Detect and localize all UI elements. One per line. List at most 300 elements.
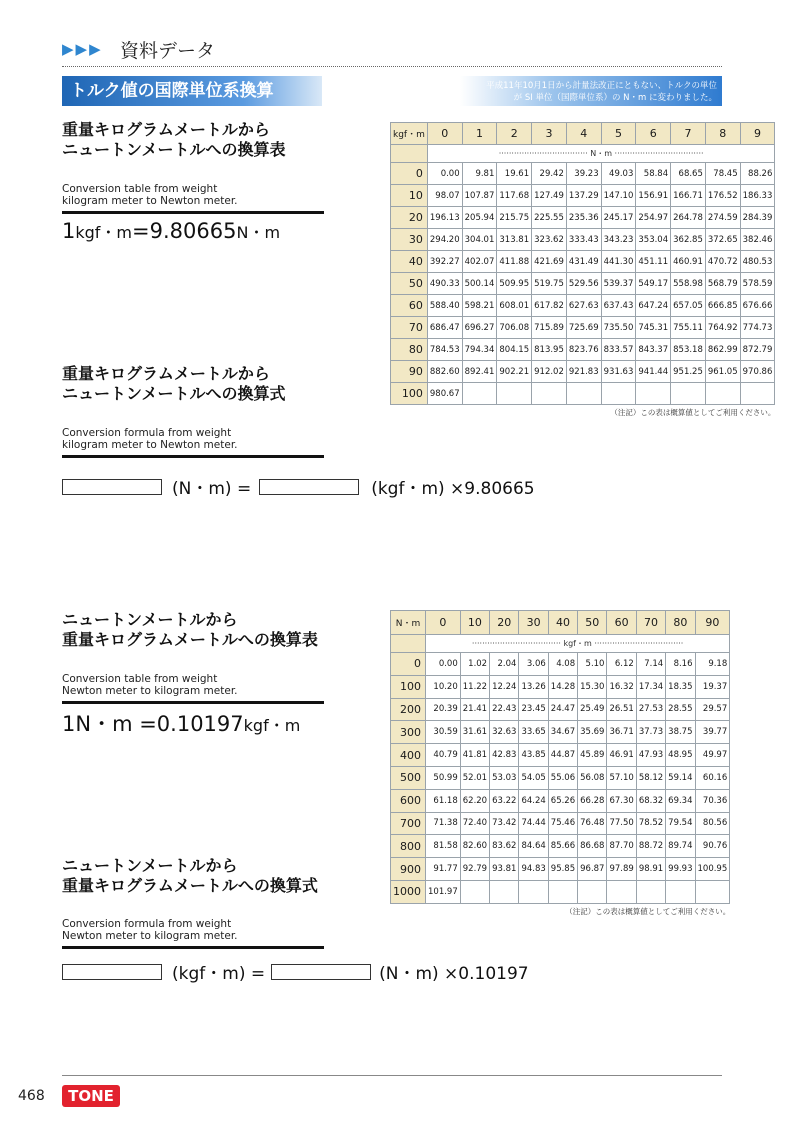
table-cell: 706.08 xyxy=(497,317,532,339)
column-header: 10 xyxy=(460,611,489,635)
table-cell: 78.45 xyxy=(705,163,740,185)
unit-row-label: ··································· kgf・m ··································· xyxy=(426,635,730,653)
table-cell: 156.91 xyxy=(636,185,671,207)
table-cell: 862.99 xyxy=(705,339,740,361)
column-header: 60 xyxy=(607,611,636,635)
table-cell xyxy=(532,383,567,405)
table-cell: 833.57 xyxy=(601,339,636,361)
table-cell xyxy=(695,880,730,903)
row-header: 90 xyxy=(391,361,428,383)
footer-divider xyxy=(62,1075,722,1076)
table-cell: 284.39 xyxy=(740,207,775,229)
table-cell: 60.16 xyxy=(695,766,730,789)
table-cell: 274.59 xyxy=(705,207,740,229)
table-cell: 62.20 xyxy=(460,789,489,812)
sec4-english-line1: Conversion formula from weight xyxy=(62,918,232,930)
table-cell: 57.10 xyxy=(607,766,636,789)
sec1-heading xyxy=(62,120,286,160)
sec4-heading-line1: ニュートンメートルから xyxy=(62,856,238,875)
formula-left-label: (N・m) = xyxy=(172,479,252,499)
table-cell: 892.41 xyxy=(462,361,497,383)
table-row xyxy=(391,766,730,789)
table-cell: 81.58 xyxy=(426,835,461,858)
sec4-english xyxy=(62,918,238,942)
table-cell: 961.05 xyxy=(705,361,740,383)
table-cell: 18.35 xyxy=(666,675,695,698)
table-cell xyxy=(460,880,489,903)
table-cell: 196.13 xyxy=(427,207,462,229)
table-cell: 2.04 xyxy=(490,653,519,676)
table-cell: 50.99 xyxy=(426,766,461,789)
table-cell: 40.79 xyxy=(426,744,461,767)
table-cell: 117.68 xyxy=(497,185,532,207)
table-cell: 41.81 xyxy=(460,744,489,767)
table-corner-label: N・m xyxy=(391,611,426,635)
table-cell: 82.60 xyxy=(460,835,489,858)
table-cell: 804.15 xyxy=(497,339,532,361)
table-row xyxy=(391,185,775,207)
table-cell: 362.85 xyxy=(671,229,706,251)
row-header: 0 xyxy=(391,653,426,676)
table-cell: 68.65 xyxy=(671,163,706,185)
table-cell: 696.27 xyxy=(462,317,497,339)
table-cell: 73.42 xyxy=(490,812,519,835)
table-cell: 254.97 xyxy=(636,207,671,229)
table-cell: 64.24 xyxy=(519,789,548,812)
table-cell: 90.76 xyxy=(695,835,730,858)
table-cell: 27.53 xyxy=(636,698,665,721)
table-cell: 843.37 xyxy=(636,339,671,361)
sec3-english-line1: Conversion table from weight xyxy=(62,673,218,685)
sec1-equation xyxy=(62,219,280,243)
column-header: 0 xyxy=(427,123,462,145)
table-cell: 58.12 xyxy=(636,766,665,789)
table-cell: 98.91 xyxy=(636,858,665,881)
sec1-english-line2: kilogram meter to Newton meter. xyxy=(62,195,238,207)
table-cell: 97.89 xyxy=(607,858,636,881)
eq-unit-kgfm: kgf・m xyxy=(75,223,133,242)
table-cell: 29.42 xyxy=(532,163,567,185)
row-header: 1000 xyxy=(391,880,426,903)
row-header: 800 xyxy=(391,835,426,858)
table-cell: 45.89 xyxy=(578,744,607,767)
table-cell: 23.45 xyxy=(519,698,548,721)
sec2-formula xyxy=(62,474,535,499)
table-cell: 52.01 xyxy=(460,766,489,789)
table-cell: 598.21 xyxy=(462,295,497,317)
table-cell: 48.95 xyxy=(666,744,695,767)
table-cell: 54.05 xyxy=(519,766,548,789)
sec4-formula xyxy=(62,959,529,984)
table-row xyxy=(391,835,730,858)
page-number: 468 xyxy=(18,1088,45,1104)
table-cell: 343.23 xyxy=(601,229,636,251)
table-cell: 25.49 xyxy=(578,698,607,721)
table-cell: 92.79 xyxy=(460,858,489,881)
unit-row-header xyxy=(391,635,426,653)
sec3-english xyxy=(62,673,238,697)
table-cell: 529.56 xyxy=(566,273,601,295)
table-cell: 59.14 xyxy=(666,766,695,789)
column-header: 1 xyxy=(462,123,497,145)
row-header: 30 xyxy=(391,229,428,251)
table-cell: 823.76 xyxy=(566,339,601,361)
table-cell: 96.87 xyxy=(578,858,607,881)
table-cell: 47.93 xyxy=(636,744,665,767)
table-cell: 372.65 xyxy=(705,229,740,251)
table-cell: 38.75 xyxy=(666,721,695,744)
table-cell: 20.39 xyxy=(426,698,461,721)
sec3-equation xyxy=(62,708,300,738)
table-cell: 88.26 xyxy=(740,163,775,185)
table-cell: 666.85 xyxy=(705,295,740,317)
table-cell: 29.57 xyxy=(695,698,730,721)
sec2-heading xyxy=(62,364,286,404)
table-cell: 676.66 xyxy=(740,295,775,317)
table-cell: 951.25 xyxy=(671,361,706,383)
nm-value-field[interactable] xyxy=(62,479,162,495)
table-cell: 26.51 xyxy=(607,698,636,721)
table-cell: 88.72 xyxy=(636,835,665,858)
table-cell: 10.20 xyxy=(426,675,461,698)
table-cell: 66.28 xyxy=(578,789,607,812)
table-cell: 76.48 xyxy=(578,812,607,835)
table-cell: 215.75 xyxy=(497,207,532,229)
table-cell: 451.11 xyxy=(636,251,671,273)
table-row xyxy=(391,698,730,721)
table-cell: 24.47 xyxy=(548,698,577,721)
table-cell: 912.02 xyxy=(532,361,567,383)
table-cell: 8.16 xyxy=(666,653,695,676)
table-cell: 725.69 xyxy=(566,317,601,339)
table-cell: 519.75 xyxy=(532,273,567,295)
table-cell: 755.11 xyxy=(671,317,706,339)
table-row xyxy=(391,251,775,273)
table-cell: 657.05 xyxy=(671,295,706,317)
row-header: 500 xyxy=(391,766,426,789)
table-cell: 411.88 xyxy=(497,251,532,273)
sec3-english-line2: Newton meter to kilogram meter. xyxy=(62,685,238,697)
table-cell: 264.78 xyxy=(671,207,706,229)
table-cell: 931.63 xyxy=(601,361,636,383)
eq-one: 1 xyxy=(62,219,76,243)
table-cell: 70.36 xyxy=(695,789,730,812)
table-cell xyxy=(666,880,695,903)
table-cell: 3.06 xyxy=(519,653,548,676)
column-header: 8 xyxy=(705,123,740,145)
row-header: 400 xyxy=(391,744,426,767)
column-header: 20 xyxy=(490,611,519,635)
table-cell xyxy=(578,880,607,903)
nm-input-field[interactable] xyxy=(271,964,371,980)
table-cell: 0.00 xyxy=(427,163,462,185)
kgfm-value-field[interactable] xyxy=(259,479,359,495)
table-cell: 9.81 xyxy=(462,163,497,185)
table-cell: 421.69 xyxy=(532,251,567,273)
table-cell: 539.37 xyxy=(601,273,636,295)
sec1-rule xyxy=(62,211,324,214)
notice-text: 平成11年10月1日から計量法改正にともない、トルクの単位が SI 単位（国際単位系）の N・m に変わりました。 xyxy=(486,81,717,103)
row-header: 100 xyxy=(391,383,428,405)
eq-unit-kgfm-2: kgf・m xyxy=(243,716,301,735)
table-cell: 186.33 xyxy=(740,185,775,207)
table-cell: 353.04 xyxy=(636,229,671,251)
column-header: 7 xyxy=(671,123,706,145)
table1-note: （注記）この表は概算値としてご利用ください。 xyxy=(610,408,776,417)
table-cell: 28.55 xyxy=(666,698,695,721)
table-cell: 79.54 xyxy=(666,812,695,835)
table-cell: 67.30 xyxy=(607,789,636,812)
table-cell xyxy=(601,383,636,405)
table-cell: 588.40 xyxy=(427,295,462,317)
table-cell: 813.95 xyxy=(532,339,567,361)
table-row xyxy=(391,653,730,676)
table-cell: 32.63 xyxy=(490,721,519,744)
table-cell xyxy=(519,880,548,903)
sec2-english-line1: Conversion formula from weight xyxy=(62,427,232,439)
table-cell: 39.23 xyxy=(566,163,601,185)
nm-to-kgfm-table xyxy=(390,610,730,904)
table-cell xyxy=(462,383,497,405)
table-cell: 46.91 xyxy=(607,744,636,767)
table-cell: 84.64 xyxy=(519,835,548,858)
row-header: 900 xyxy=(391,858,426,881)
table-cell: 19.37 xyxy=(695,675,730,698)
table-row xyxy=(391,229,775,251)
table-cell xyxy=(548,880,577,903)
unit-row-header xyxy=(391,145,428,163)
table-cell: 11.22 xyxy=(460,675,489,698)
row-header: 200 xyxy=(391,698,426,721)
sec3-rule xyxy=(62,701,324,704)
column-header: 70 xyxy=(636,611,665,635)
table-cell: 17.34 xyxy=(636,675,665,698)
table-cell xyxy=(671,383,706,405)
table-cell: 647.24 xyxy=(636,295,671,317)
column-header: 3 xyxy=(532,123,567,145)
table-cell: 480.53 xyxy=(740,251,775,273)
table-cell: 431.49 xyxy=(566,251,601,273)
table-cell: 35.69 xyxy=(578,721,607,744)
table1-wrap xyxy=(390,122,775,418)
column-header: 30 xyxy=(519,611,548,635)
table-cell xyxy=(636,383,671,405)
table-cell: 441.30 xyxy=(601,251,636,273)
table-cell: 313.81 xyxy=(497,229,532,251)
table-cell: 205.94 xyxy=(462,207,497,229)
table-row xyxy=(391,207,775,229)
table-cell: 127.49 xyxy=(532,185,567,207)
table-corner-label: kgf・m xyxy=(391,123,428,145)
row-header: 600 xyxy=(391,789,426,812)
table-cell: 31.61 xyxy=(460,721,489,744)
row-header: 60 xyxy=(391,295,428,317)
column-header: 90 xyxy=(695,611,730,635)
table-cell: 95.85 xyxy=(548,858,577,881)
column-header: 0 xyxy=(426,611,461,635)
table-row xyxy=(391,361,775,383)
table-cell: 30.59 xyxy=(426,721,461,744)
table-cell: 735.50 xyxy=(601,317,636,339)
table-cell: 99.93 xyxy=(666,858,695,881)
sec4-rule xyxy=(62,946,324,949)
formula2-left-label: (kgf・m) = xyxy=(172,964,266,984)
table-cell: 490.33 xyxy=(427,273,462,295)
table-cell: 61.18 xyxy=(426,789,461,812)
sec2-heading-line1: 重量キログラムメートルから xyxy=(62,364,270,383)
table-cell: 22.43 xyxy=(490,698,519,721)
column-header: 9 xyxy=(740,123,775,145)
table-cell: 980.67 xyxy=(427,383,462,405)
table-cell: 794.34 xyxy=(462,339,497,361)
table-cell: 39.77 xyxy=(695,721,730,744)
column-header: 2 xyxy=(497,123,532,145)
table2-wrap xyxy=(390,610,730,917)
table-cell: 549.17 xyxy=(636,273,671,295)
table-cell: 107.87 xyxy=(462,185,497,207)
row-header: 50 xyxy=(391,273,428,295)
table-cell: 83.62 xyxy=(490,835,519,858)
table-cell: 176.52 xyxy=(705,185,740,207)
topic-banner xyxy=(62,76,322,106)
table-cell: 902.21 xyxy=(497,361,532,383)
table-cell: 225.55 xyxy=(532,207,567,229)
table-cell: 91.77 xyxy=(426,858,461,881)
table-cell: 686.47 xyxy=(427,317,462,339)
table-cell: 55.06 xyxy=(548,766,577,789)
sec3-heading xyxy=(62,610,318,650)
eq-unit-nm: N・m xyxy=(236,223,281,242)
table-cell: 470.72 xyxy=(705,251,740,273)
column-header: 50 xyxy=(578,611,607,635)
table-cell: 74.44 xyxy=(519,812,548,835)
table-row xyxy=(391,295,775,317)
table-cell: 882.60 xyxy=(427,361,462,383)
table-cell: 14.28 xyxy=(548,675,577,698)
table-cell: 4.08 xyxy=(548,653,577,676)
table-cell: 0.00 xyxy=(426,653,461,676)
table-row xyxy=(391,721,730,744)
sec2-rule xyxy=(62,455,324,458)
table-cell: 637.43 xyxy=(601,295,636,317)
table-cell: 58.84 xyxy=(636,163,671,185)
table-cell: 63.22 xyxy=(490,789,519,812)
table-cell: 21.41 xyxy=(460,698,489,721)
table-cell: 80.56 xyxy=(695,812,730,835)
sec1-english-line1: Conversion table from weight xyxy=(62,183,218,195)
table-cell: 12.24 xyxy=(490,675,519,698)
kgfm-to-nm-table xyxy=(390,122,775,405)
table-row xyxy=(391,383,775,405)
table-cell: 578.59 xyxy=(740,273,775,295)
table-cell: 68.32 xyxy=(636,789,665,812)
row-header: 700 xyxy=(391,812,426,835)
table-cell: 100.95 xyxy=(695,858,730,881)
table-cell: 382.46 xyxy=(740,229,775,251)
sec4-heading xyxy=(62,856,318,896)
table-cell xyxy=(636,880,665,903)
table-cell: 6.12 xyxy=(607,653,636,676)
table-cell: 53.03 xyxy=(490,766,519,789)
table-cell: 87.70 xyxy=(607,835,636,858)
table-cell: 71.38 xyxy=(426,812,461,835)
table-cell: 69.34 xyxy=(666,789,695,812)
unit-row-label: ··································· N・m ··································· xyxy=(427,145,775,163)
table-cell: 85.66 xyxy=(548,835,577,858)
table-cell: 36.71 xyxy=(607,721,636,744)
table-cell xyxy=(490,880,519,903)
table-cell: 75.46 xyxy=(548,812,577,835)
tone-logo: TONE xyxy=(62,1085,120,1107)
table-cell xyxy=(497,383,532,405)
header-divider xyxy=(62,66,722,67)
table-cell: 235.36 xyxy=(566,207,601,229)
table-cell: 941.44 xyxy=(636,361,671,383)
table-cell: 72.40 xyxy=(460,812,489,835)
formula2-right-label: (N・m) ×0.10197 xyxy=(379,964,529,984)
table-cell: 147.10 xyxy=(601,185,636,207)
table-row xyxy=(391,675,730,698)
table-cell: 49.97 xyxy=(695,744,730,767)
table-cell: 7.14 xyxy=(636,653,665,676)
table-cell: 137.29 xyxy=(566,185,601,207)
sec1-heading-line1: 重量キログラムメートルから xyxy=(62,120,270,139)
sec2-english xyxy=(62,427,238,451)
kgfm-result-field[interactable] xyxy=(62,964,162,980)
table-cell: 392.27 xyxy=(427,251,462,273)
table-cell: 89.74 xyxy=(666,835,695,858)
table-cell: 715.89 xyxy=(532,317,567,339)
table-cell: 78.52 xyxy=(636,812,665,835)
table2-note: （注記）この表は概算値としてご利用ください。 xyxy=(565,906,731,916)
table-cell: 1.02 xyxy=(460,653,489,676)
table-cell: 93.81 xyxy=(490,858,519,881)
table-cell xyxy=(740,383,775,405)
table-row xyxy=(391,789,730,812)
table-cell: 42.83 xyxy=(490,744,519,767)
table-cell: 402.07 xyxy=(462,251,497,273)
row-header: 100 xyxy=(391,675,426,698)
table-cell: 5.10 xyxy=(578,653,607,676)
table-cell: 16.32 xyxy=(607,675,636,698)
formula-right-label: (kgf・m) ×9.80665 xyxy=(371,479,535,499)
table-cell: 558.98 xyxy=(671,273,706,295)
column-header: 40 xyxy=(548,611,577,635)
banner-title: トルク値の国際単位系換算 xyxy=(70,81,274,101)
table-row xyxy=(391,163,775,185)
table-cell: 509.95 xyxy=(497,273,532,295)
table-cell: 65.26 xyxy=(548,789,577,812)
table-row xyxy=(391,273,775,295)
table-cell: 13.26 xyxy=(519,675,548,698)
eq-factor: =9.80665 xyxy=(132,219,237,243)
row-header: 10 xyxy=(391,185,428,207)
column-header: 80 xyxy=(666,611,695,635)
sec2-heading-line2: ニュートンメートルへの換算式 xyxy=(62,384,286,403)
table-cell: 764.92 xyxy=(705,317,740,339)
table-cell: 19.61 xyxy=(497,163,532,185)
table-cell: 44.87 xyxy=(548,744,577,767)
table-cell: 15.30 xyxy=(578,675,607,698)
table-cell: 294.20 xyxy=(427,229,462,251)
page-section-title: 資料データ xyxy=(120,40,216,62)
row-header: 40 xyxy=(391,251,428,273)
table-cell: 921.83 xyxy=(566,361,601,383)
table-cell: 98.07 xyxy=(427,185,462,207)
row-header: 0 xyxy=(391,163,428,185)
table-cell: 872.79 xyxy=(740,339,775,361)
table-cell: 617.82 xyxy=(532,295,567,317)
